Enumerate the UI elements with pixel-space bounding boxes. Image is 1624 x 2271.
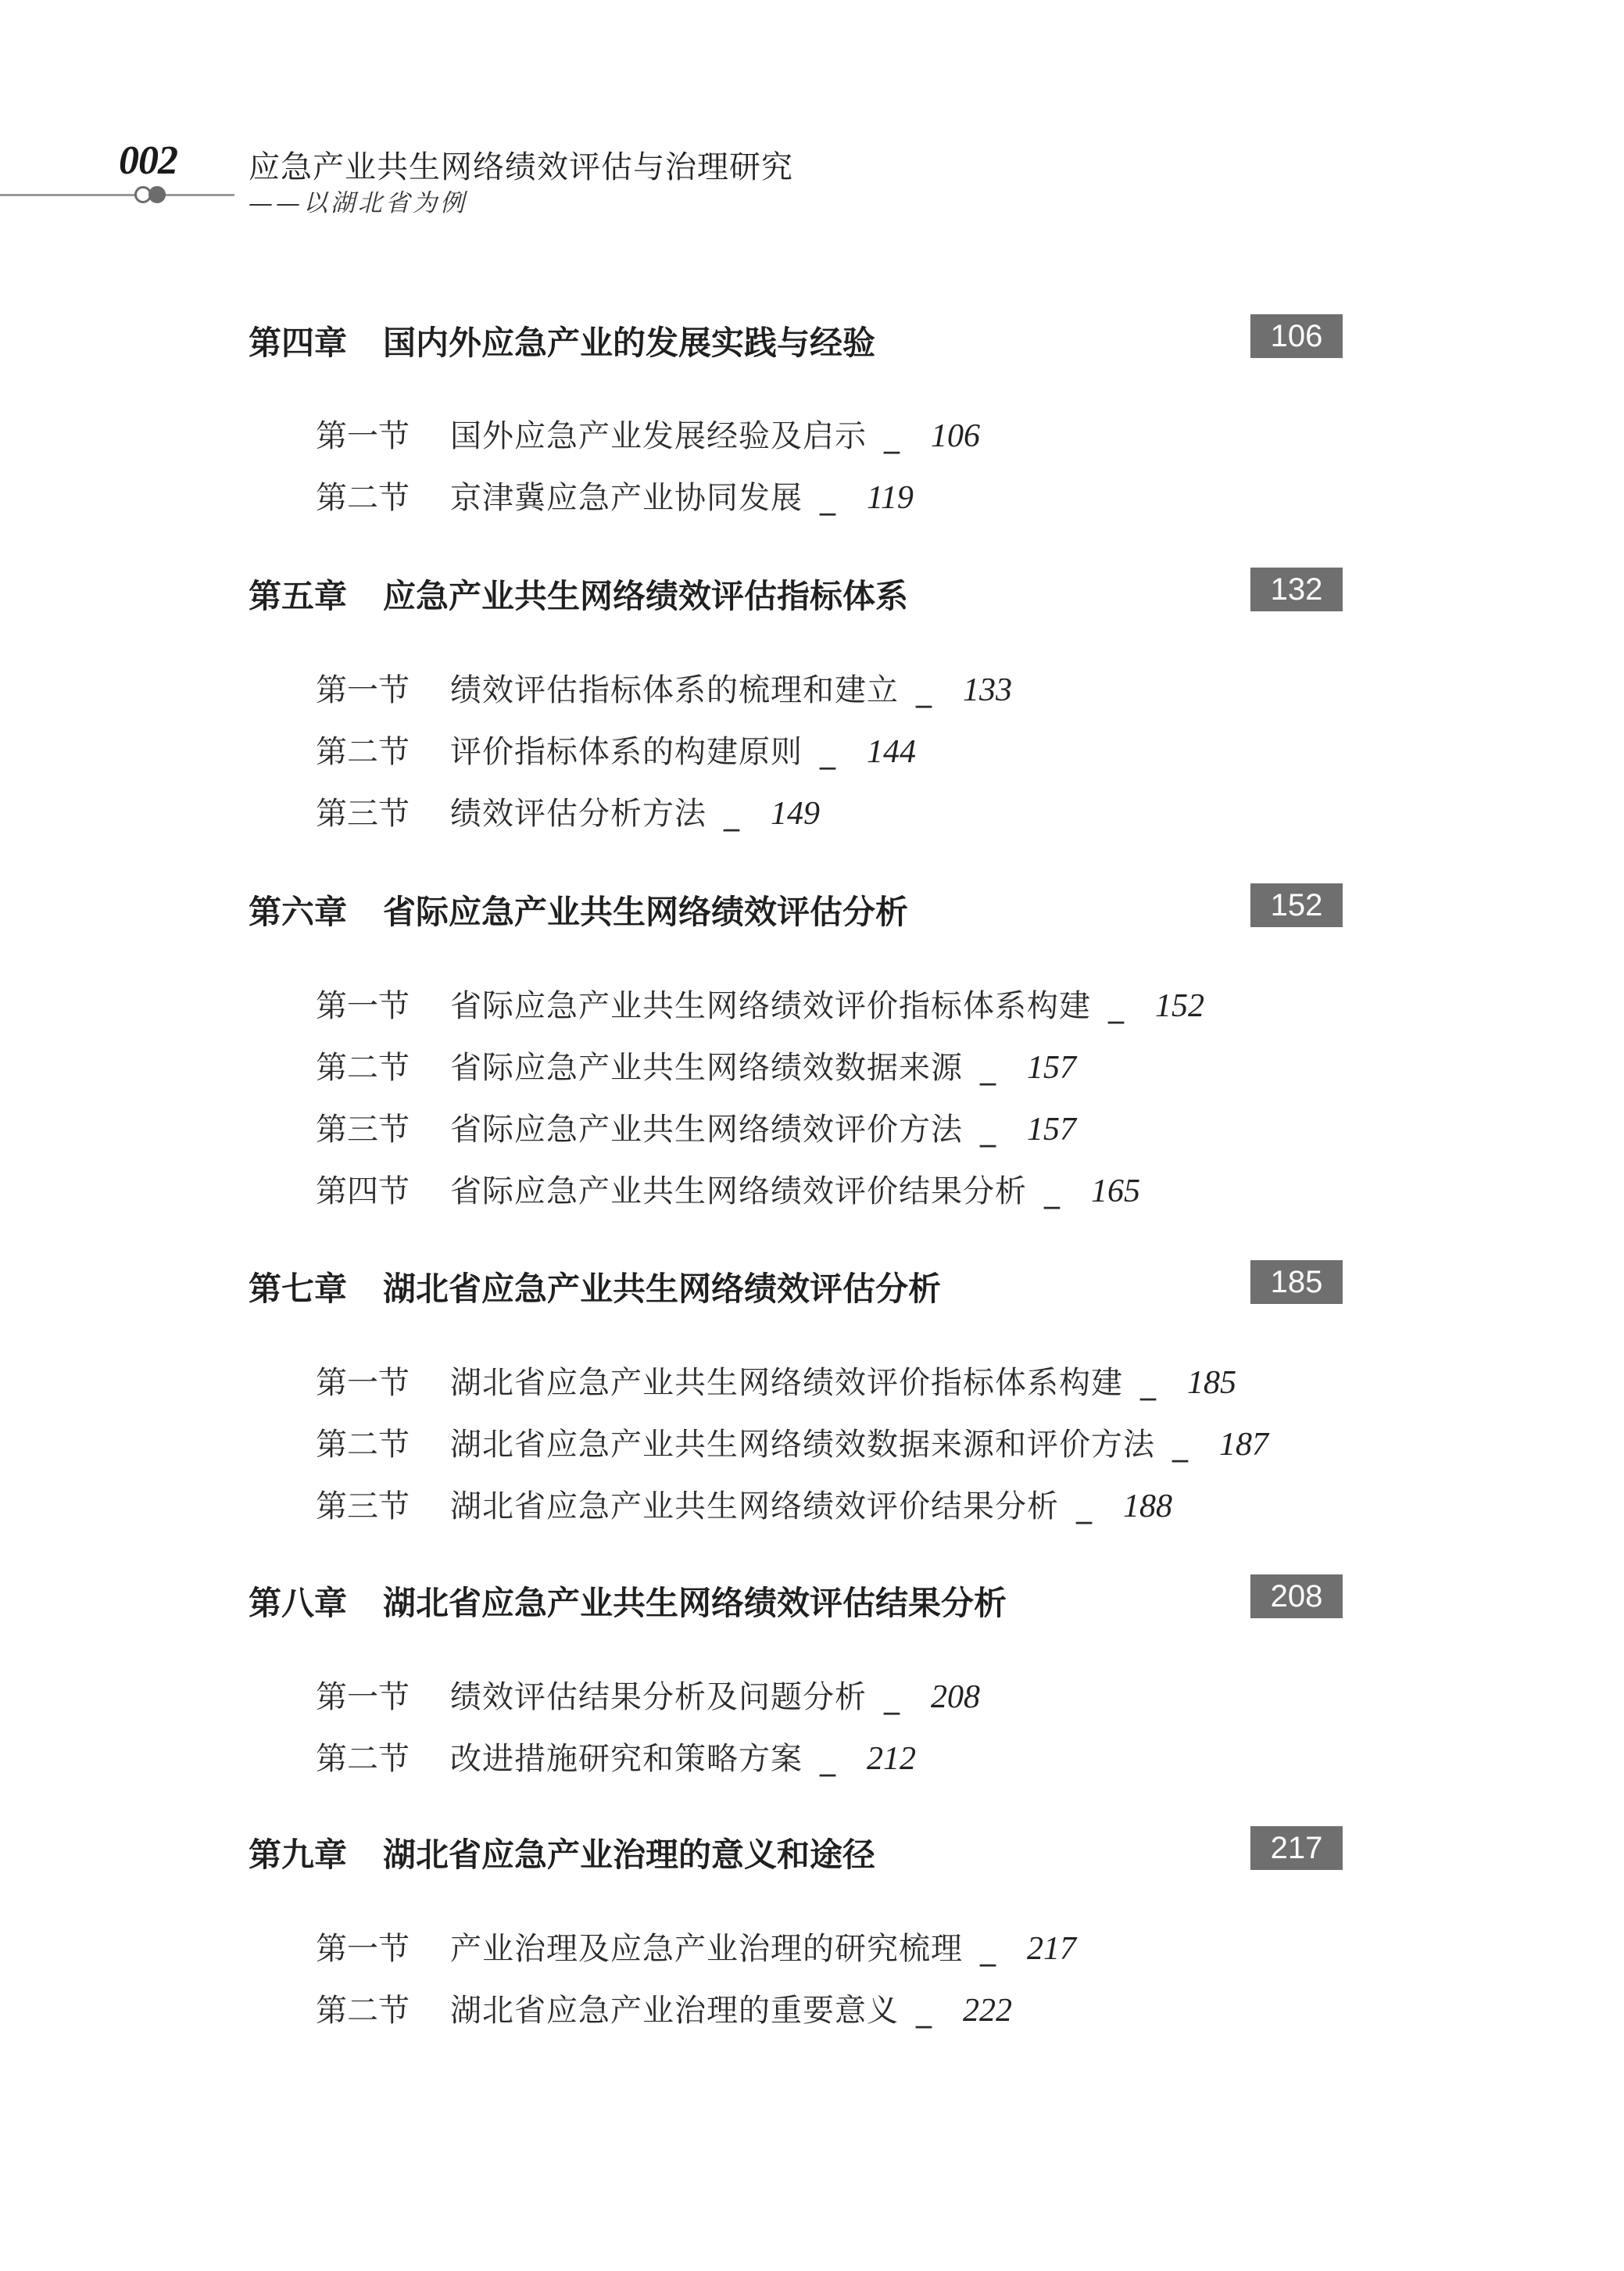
chapter-title: 国内外应急产业的发展实践与经验 [383,324,876,362]
section-label: 第一节 [316,1679,410,1715]
section-leader: _ [820,1741,835,1777]
section-title: 国外应急产业发展经验及启示 [450,418,867,454]
section-label: 第三节 [316,1488,410,1524]
section-label: 第二节 [316,1050,410,1086]
section-leader: _ [916,1993,932,2029]
section-page-number: 157 [1027,1112,1076,1148]
section-leader: _ [1140,1365,1156,1401]
section-leader: _ [724,796,739,832]
section-title: 改进措施研究和策略方案 [450,1741,803,1777]
chapter-title: 湖北省应急产业共生网络绩效评估结果分析 [383,1584,1007,1622]
section-leader: _ [980,1050,996,1086]
section-page-number: 165 [1091,1173,1140,1209]
section-title: 湖北省应急产业共生网络绩效评价结果分析 [450,1488,1059,1524]
section-title: 湖北省应急产业共生网络绩效评价指标体系构建 [450,1365,1123,1401]
section-label: 第二节 [316,1993,410,2029]
chapter-page-badge: 185 [1250,1260,1343,1304]
chapter-label: 第七章 [249,1270,348,1308]
chapter-title: 应急产业共生网络绩效评估指标体系 [383,577,909,615]
section-leader: _ [884,1679,900,1715]
section-page-number: 187 [1219,1427,1268,1463]
book-title: 应急产业共生网络绩效评估与治理研究 [249,149,793,185]
section-title: 省际应急产业共生网络绩效数据来源 [450,1050,963,1086]
section-leader: _ [1172,1427,1188,1463]
section-leader: _ [820,480,835,516]
section-leader: _ [916,672,932,708]
chapter-label: 第八章 [249,1584,348,1622]
section-leader: _ [820,734,835,770]
toc-chapter-9[interactable] [249,1826,1343,1873]
header-rule [0,194,234,196]
section-page-number: 222 [963,1993,1012,2029]
toc-chapter-6[interactable] [249,883,1343,930]
section-title: 湖北省应急产业共生网络绩效数据来源和评价方法 [450,1427,1155,1463]
chapter-title: 湖北省应急产业共生网络绩效评估分析 [383,1270,942,1308]
toc-chapter-4[interactable] [249,314,1343,361]
chapter-page-badge: 152 [1250,883,1343,927]
section-page-number: 185 [1187,1365,1236,1401]
section-leader: _ [884,418,900,454]
section-page-number: 106 [931,418,980,454]
section-title: 省际应急产业共生网络绩效评价指标体系构建 [450,988,1091,1024]
section-title: 评价指标体系的构建原则 [450,734,803,770]
section-title: 绩效评估结果分析及问题分析 [450,1679,867,1715]
chapter-label: 第五章 [249,577,348,615]
section-label: 第二节 [316,480,410,516]
header-ornament-dot [148,186,166,203]
section-title: 省际应急产业共生网络绩效评价结果分析 [450,1173,1027,1209]
section-leader: _ [1076,1488,1092,1524]
section-label: 第一节 [316,1365,410,1401]
section-leader: _ [980,1112,996,1148]
section-label: 第一节 [316,418,410,454]
chapter-title: 省际应急产业共生网络绩效评估分析 [383,893,909,931]
section-page-number: 208 [931,1679,980,1715]
section-leader: _ [980,1931,996,1967]
section-label: 第二节 [316,734,410,770]
section-page-number: 152 [1155,988,1204,1024]
section-title: 湖北省应急产业治理的重要意义 [450,1993,899,2029]
section-page-number: 144 [867,734,916,770]
section-label: 第三节 [316,796,410,832]
section-title: 绩效评估分析方法 [450,796,706,832]
section-title: 省际应急产业共生网络绩效评价方法 [450,1112,963,1148]
section-page-number: 149 [771,796,820,832]
section-title: 产业治理及应急产业治理的研究梳理 [450,1931,963,1967]
section-page-number: 188 [1123,1488,1172,1524]
toc-chapter-8[interactable] [249,1574,1343,1621]
section-page-number: 119 [867,480,914,516]
chapter-label: 第四章 [249,324,348,362]
section-label: 第一节 [316,672,410,708]
section-label: 第四节 [316,1173,410,1209]
section-title: 绩效评估指标体系的梳理和建立 [450,672,899,708]
section-page-number: 133 [963,672,1012,708]
page-number: 002 [119,138,177,183]
chapter-title: 湖北省应急产业治理的意义和途径 [383,1836,876,1874]
chapter-page-badge: 217 [1250,1826,1343,1870]
toc-chapter-7[interactable] [249,1260,1343,1307]
section-page-number: 157 [1027,1050,1076,1086]
book-subtitle: ——以湖北省为例 [249,189,467,217]
chapter-label: 第九章 [249,1836,348,1874]
section-label: 第一节 [316,988,410,1024]
chapter-page-badge: 208 [1250,1574,1343,1618]
section-leader: _ [1044,1173,1060,1209]
section-label: 第三节 [316,1112,410,1148]
toc-chapter-5[interactable] [249,568,1343,614]
chapter-label: 第六章 [249,893,348,931]
section-title: 京津冀应急产业协同发展 [450,480,803,516]
section-page-number: 212 [867,1741,916,1777]
chapter-page-badge: 106 [1250,314,1343,358]
section-leader: _ [1108,988,1124,1024]
section-label: 第一节 [316,1931,410,1967]
chapter-page-badge: 132 [1250,568,1343,611]
section-label: 第二节 [316,1741,410,1777]
section-label: 第二节 [316,1427,410,1463]
section-page-number: 217 [1027,1931,1076,1967]
